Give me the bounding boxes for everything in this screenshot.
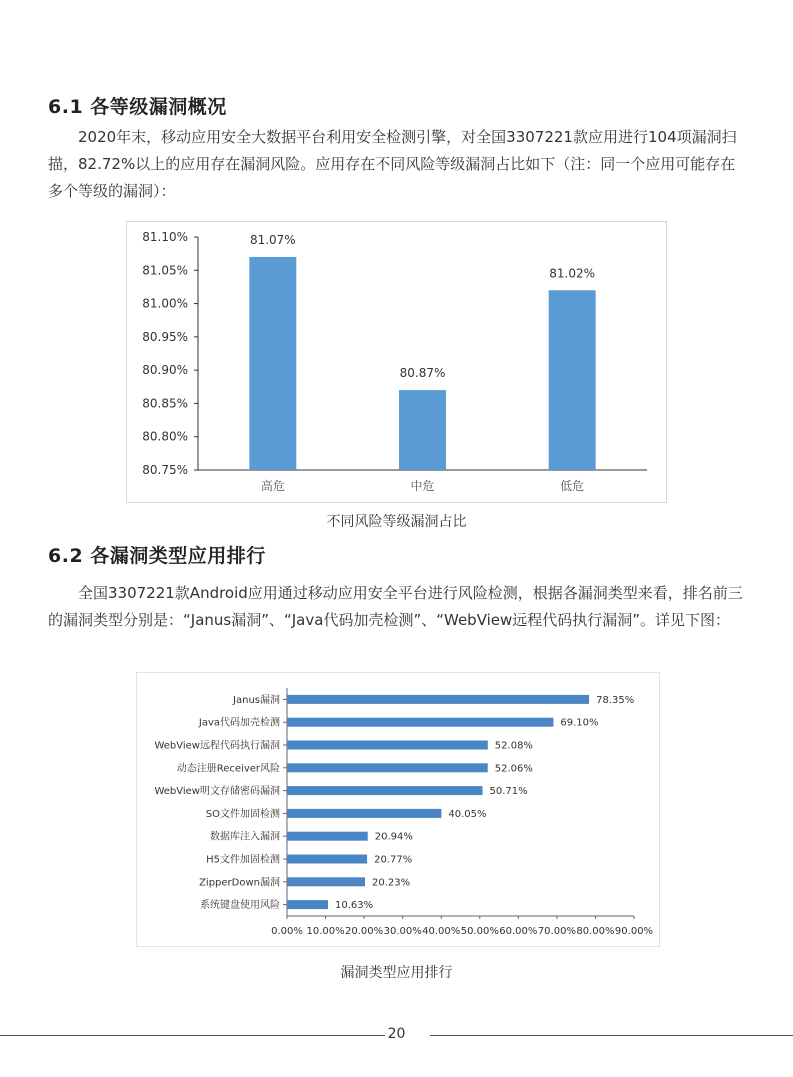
x-tick-label: 60.00% bbox=[499, 926, 538, 937]
x-tick-label: 10.00% bbox=[306, 926, 345, 937]
x-category-label: 中危 bbox=[410, 479, 435, 493]
bar bbox=[287, 832, 368, 841]
y-tick-label: 81.00% bbox=[142, 296, 188, 311]
bar-data-label: 81.02% bbox=[549, 266, 596, 281]
section-paragraph-6-2: 全国3307221款Android应用通过移动应用安全平台进行风险检测，根据各漏洞类型来看，排名前三的漏洞类型分别是：“Janus漏洞”、“Java代码加壳检测”、“WebView远程代码执行漏洞”。详见下图： bbox=[48, 584, 743, 629]
x-tick-label: 90.00% bbox=[614, 926, 654, 937]
bar bbox=[287, 855, 367, 864]
bar bbox=[549, 290, 596, 470]
bar bbox=[287, 786, 483, 795]
x-tick-label: 20.00% bbox=[345, 926, 384, 937]
bar-data-label: 52.06% bbox=[494, 763, 533, 775]
bar-data-label: 20.94% bbox=[374, 831, 413, 843]
page-number: 20 bbox=[387, 1026, 406, 1042]
y-tick-label: 80.85% bbox=[142, 396, 188, 411]
x-tick-label: 70.00% bbox=[537, 926, 576, 937]
bar bbox=[249, 257, 296, 470]
y-tick-label: 81.10% bbox=[142, 230, 188, 244]
chart2-caption: 漏洞类型应用排行 bbox=[340, 965, 453, 981]
y-tick-label: 80.95% bbox=[142, 329, 188, 344]
x-tick-label: 30.00% bbox=[383, 926, 422, 937]
bar bbox=[287, 763, 488, 772]
bar-data-label: 81.07% bbox=[249, 232, 296, 247]
y-category-label: H5文件加固检测 bbox=[206, 854, 280, 866]
y-category-label: 数据库注入漏洞 bbox=[210, 831, 280, 843]
bar-data-label: 52.08% bbox=[494, 740, 533, 752]
x-tick-label: 0.00% bbox=[271, 926, 303, 937]
x-tick-label: 40.00% bbox=[422, 926, 461, 937]
risk-level-chart-frame bbox=[126, 221, 667, 503]
x-tick-label: 80.00% bbox=[576, 926, 615, 937]
vuln-type-bar-chart bbox=[137, 673, 659, 946]
y-tick-label: 80.90% bbox=[142, 363, 188, 378]
y-category-label: WebView远程代码执行漏洞 bbox=[154, 740, 280, 752]
y-category-label: SO文件加固检测 bbox=[205, 808, 280, 820]
bar bbox=[287, 809, 441, 818]
bar bbox=[399, 390, 446, 470]
chart1-caption: 不同风险等级漏洞占比 bbox=[326, 514, 467, 530]
risk-level-bar-chart bbox=[127, 222, 666, 502]
section-paragraph-6-1: 2020年末，移动应用安全大数据平台利用安全检测引擎，对全国3307221款应用进行104项漏洞扫描，82.72%以上的应用存在漏洞风险。应用存在不同风险等级漏洞占比如下（注：同一个应用可能存在多个等级的漏洞）： bbox=[48, 128, 737, 200]
section-heading-6-2: 6.2 各漏洞类型应用排行 bbox=[48, 545, 266, 567]
section-heading-6-1: 6.1 各等级漏洞概况 bbox=[48, 96, 227, 118]
bar bbox=[287, 718, 553, 727]
bar bbox=[287, 695, 589, 704]
y-category-label: WebView明文存储密码漏洞 bbox=[154, 786, 280, 798]
y-tick-label: 80.75% bbox=[142, 463, 188, 477]
y-tick-label: 81.05% bbox=[142, 263, 188, 278]
bar-data-label: 20.77% bbox=[374, 854, 413, 866]
y-category-label: Janus漏洞 bbox=[233, 694, 280, 706]
bar-data-label: 20.23% bbox=[371, 877, 411, 889]
x-category-label: 低危 bbox=[560, 479, 585, 493]
y-category-label: Java代码加壳检测 bbox=[198, 717, 280, 729]
y-category-label: ZipperDown漏洞 bbox=[199, 877, 280, 889]
bar-data-label: 69.10% bbox=[560, 717, 599, 729]
bar bbox=[287, 877, 365, 886]
y-category-label: 系统键盘使用风险 bbox=[200, 900, 280, 912]
bar-data-label: 80.87% bbox=[399, 366, 446, 381]
vuln-type-chart-frame bbox=[136, 672, 660, 947]
bar bbox=[287, 900, 328, 909]
x-category-label: 高危 bbox=[260, 479, 285, 493]
y-tick-label: 80.80% bbox=[142, 429, 188, 444]
bar-data-label: 10.63% bbox=[334, 900, 374, 912]
bar-data-label: 78.35% bbox=[596, 694, 635, 706]
y-category-label: 动态注册Receiver风险 bbox=[176, 763, 280, 775]
bar-data-label: 40.05% bbox=[448, 808, 487, 820]
x-tick-label: 50.00% bbox=[460, 926, 499, 937]
bar bbox=[287, 741, 488, 750]
bar-data-label: 50.71% bbox=[489, 786, 528, 798]
